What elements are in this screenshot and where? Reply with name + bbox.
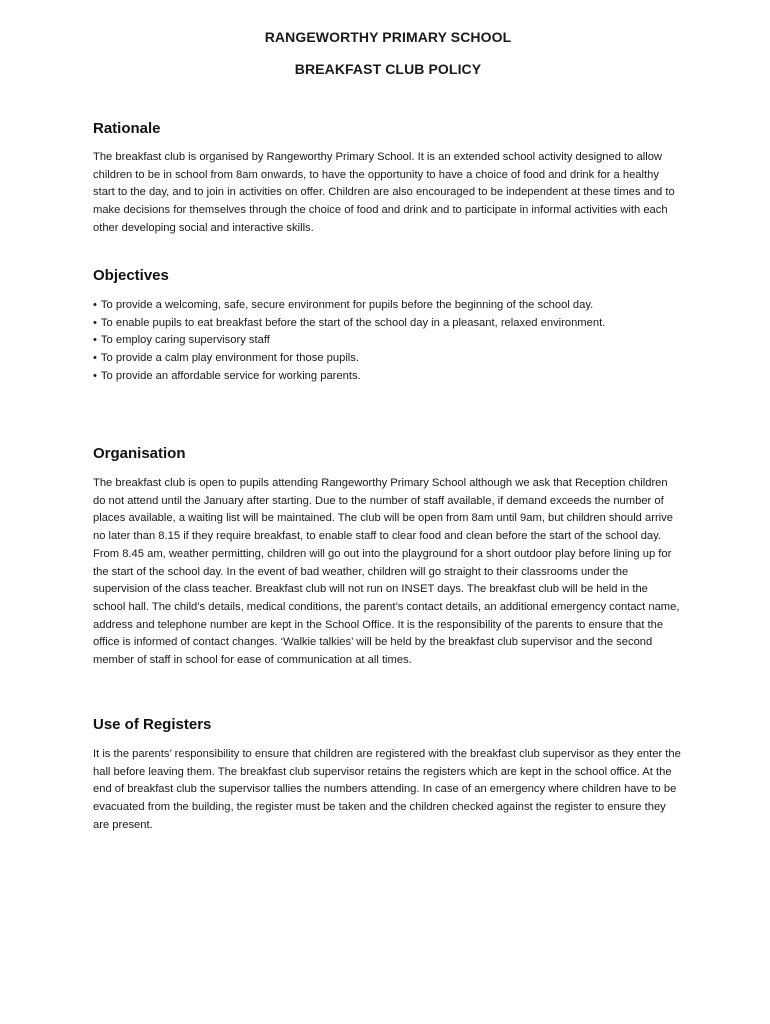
bullet-icon: • — [93, 352, 97, 365]
list-item — [93, 297, 683, 315]
rationale-heading: Rationale — [93, 120, 161, 137]
bullet-icon: • — [93, 334, 97, 347]
registers-paragraph: It is the parents’ responsibility to ensure that children are registered with the breakfast club supervisor as they enter the hall before leaving them. The breakfast club supervisor retains the registers which are kept in the school office. At the end of breakfast club the supervisor tallies the numbers attending. In case of an emergency where children have to be evacuated from the building, the register must be taken and the children checked against the register to ensure they are present. — [93, 748, 681, 831]
rationale-paragraph: The breakfast club is organised by Rangeworthy Primary School. It is an extended school activity designed to allow children to be in school from 8am onwards, to have the opportunity to have a choice of food and drink for a healthy start to the day, and to join in activities on offer. Children are also encouraged to be independent at these times and to make decisions for themselves through the choice of food and drink and to participate in informal activities with each other developing social and interactive skills. — [93, 151, 675, 234]
objective-text: To provide an affordable service for working parents. — [100, 369, 361, 382]
registers-heading: Use of Registers — [93, 716, 212, 733]
organisation-paragraph: The breakfast club is open to pupils attending Rangeworthy Primary School although we ask that Reception children do not attend until the January after starting. Due to the number of staff available, if demand exceeds the number of places available, a waiting list will be maintained. The club will be open from 8am until 9am, but children should arrive no later than 8.15 if they require breakfast, to enable staff to clear food and clean before the start of the school day. From 8.45 am, weather permitting, children will go out into the playground for a short outdoor play before lining up for the start of the school day. In the event of bad weather, children will go straight to their classrooms under the supervision of the class teacher. Breakfast club will not run on INSET days. The breakfast club will be held in the school hall. The child’s details, medical conditions, the parent’s contact details, an additional emergency contact name, address and telephone number are kept in the School Office. It is the responsibility of the parents to ensure that the office is informed of contact changes. ‘Walkie talkies’ will be held by the breakfast club supervisor and the second member of staff in school for ease of communication at all times. — [93, 477, 680, 667]
list-item — [93, 332, 683, 350]
list-item — [93, 368, 683, 386]
policy-title: BREAKFAST CLUB POLICY — [294, 61, 482, 77]
objective-text: To provide a calm play environment for those pupils. — [100, 352, 359, 365]
list-item — [93, 315, 683, 333]
list-item — [93, 350, 683, 368]
organisation-heading: Organisation — [93, 445, 186, 462]
objectives-heading: Objectives — [93, 267, 169, 284]
objective-text: To employ caring supervisory staff — [100, 334, 270, 347]
bullet-icon: • — [93, 369, 97, 382]
school-name: RANGEWORTHY PRIMARY SCHOOL — [264, 29, 512, 45]
bullet-icon: • — [93, 316, 97, 329]
objective-text: To provide a welcoming, safe, secure environment for pupils before the beginning of the school day. — [100, 299, 594, 311]
objective-text: To enable pupils to eat breakfast before the start of the school day in a pleasant, relaxed environment. — [100, 316, 606, 329]
objectives-list — [93, 297, 683, 386]
bullet-icon: • — [93, 299, 97, 311]
